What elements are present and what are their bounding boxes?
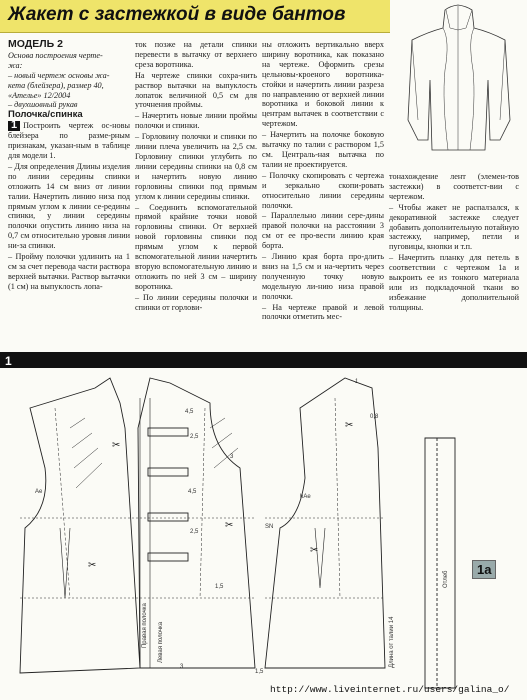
- basis-line: Основа построения черте-: [8, 50, 103, 60]
- paragraph: – Горловину полочки и спинки по линии плеча увеличить на 2,5 см. Горловину спинки углубить по линии середины спинки на 0,8 см и начертить новую линию горловины спинки под прямым углом к линии середины спинки.: [135, 132, 257, 201]
- scissors-icon: ✂: [310, 545, 319, 556]
- figure-divider: [0, 352, 527, 368]
- dim-label: 4,5: [188, 489, 197, 495]
- bow-tab: [148, 428, 188, 436]
- paragraph: – Параллельно линии сере-дины правой полочки на расстоянии 3 см от ее про-вести линию края борта.: [262, 211, 384, 251]
- section-number-badge: 1: [8, 121, 20, 131]
- dim-label: 3: [180, 664, 184, 670]
- dim-label: 3: [230, 454, 234, 460]
- right-front-outline: [138, 378, 255, 668]
- scissors-icon: ✂: [225, 520, 234, 531]
- text-column-2: [135, 40, 257, 313]
- jacket-illustration: [390, 0, 527, 165]
- paragraph: – Линию края борта про-длить вниз на 1,5 см и на-чертить через полученную точку новую модельную ли-нию низа правой полочки.: [262, 252, 384, 301]
- label-strip: Отлеб: [443, 570, 449, 588]
- basis-line: «Ателье» 12/2004: [8, 90, 71, 100]
- paragraph: – Полочку скопировать с чертежа и зеркально скопи-ровать относительно линии середины полочки.: [262, 170, 384, 210]
- scissors-icon: ✂: [88, 560, 97, 571]
- figure-number: 1: [2, 354, 15, 368]
- paragraph: – Чтобы жакет не распалзался, к декоративной застежке следует добавить дополнительную потайную застежку, например, петли и пуговицы, кнопки и т.п.: [389, 202, 519, 252]
- dim-label: 1,5: [215, 584, 224, 590]
- dim-label: 2,5: [190, 434, 199, 440]
- paragraph: На чертеже спинки сохра-нить раствор вытачки на выпуклость лопаток величиной 0,5 см для уточнения проймы.: [135, 70, 257, 110]
- basis-block: [8, 51, 130, 110]
- text-column-3: [262, 40, 384, 323]
- paragraph: ны отложить вертикально вверх ширину воротника, как показано на чертеже. Оформить срезы цельновы-кроеного воротника-стойки и начертить линии разреза по направлению от верхней линии воротника и боковой линии к центрам вытачек в соответствии с чертежом.: [262, 40, 384, 129]
- basis-line: кета (блейзера), размер 40,: [8, 80, 104, 90]
- model-heading: МОДЕЛЬ 2: [8, 38, 63, 50]
- label-sn: SN: [265, 524, 274, 530]
- text-column-1: [8, 40, 130, 293]
- page-title: Жакет с застежкой в виде бантов: [8, 4, 346, 25]
- basis-line: – двухшовный рукав: [8, 100, 78, 110]
- bow-tab: [148, 468, 188, 476]
- bow-tab: [148, 553, 188, 561]
- dim-label: 0,8: [370, 414, 379, 420]
- source-url: http://www.liveinternet.ru/users/galina_o/: [270, 684, 510, 695]
- paragraph: – Начертить на полочке боковую вытачку по талии с раствором 1,5 см. Централь-ная вытачка по талии не проектируется.: [262, 130, 384, 169]
- paragraph: – Начертить планку для петель в соответствии с чертежом 1а и выкроить ее из тонкого материала или из подкладочной ткани во избежание дополнительной толщины.: [389, 253, 519, 312]
- scissors-icon: ✂: [112, 440, 121, 451]
- label-back-length: Длина от талии 14: [389, 616, 395, 668]
- dim-label: 2,5: [190, 529, 199, 535]
- back-outline: [265, 378, 385, 668]
- scissors-icon: ✂: [345, 420, 354, 431]
- paragraph: 1 Построить чертеж ос-новы блейзера по разме-рным признакам, указан-ным в таблице для модели 1.: [8, 119, 130, 160]
- label-right-front: Правая полочка: [142, 603, 148, 648]
- paragraph: – Начертить новые линии проймы полочки и спинки.: [135, 111, 257, 131]
- dim-label: 4,5: [185, 409, 194, 415]
- pattern-drawing: [0, 368, 527, 700]
- dim-label: 1: [355, 379, 359, 385]
- text-column-4: [389, 172, 519, 314]
- paragraph: – Пройму полочки удлинить на 1 см за счет перевода части раствора верхней вытачки. Раствор вытачки (1 см) на выпуклость лопа-: [8, 252, 130, 291]
- section-heading: Полочка/спинка: [8, 109, 83, 121]
- label-ae: Ае: [35, 489, 43, 495]
- basis-line: жа:: [8, 60, 23, 70]
- left-front-outline: [20, 378, 140, 673]
- paragraph: – Для определения Длины изделия по линии середины спинки отложить 14 см вниз от линии талии. Начертить линию низа под прямым углом к линии се-редины спинки, у линии середины полочки опустить линию низа на 0,7 см относительно уровня линии ни-за спинки.: [8, 161, 130, 251]
- bow-tab: [148, 513, 188, 521]
- paragraph: – На чертеже правой и левой полочки отметить мес-: [262, 302, 384, 322]
- paragraph: ток позже на детали спинки перевести в вытачку от верхнего среза воротника.: [135, 40, 257, 69]
- figure-1a-badge: 1а: [472, 560, 496, 579]
- paragraph: – По линии середины полочки и спинки от горлови-: [135, 292, 257, 312]
- paragraph: тонахождение лент (элемен-тов застежки) в соответст-вии с чертежом.: [389, 172, 519, 201]
- paragraph: – Соединить вспомогательной прямой крайние точки новой горловины спинки. От верхней новой горловины спинки под прямым углом к первой вспомогательной линии начертить вторую вспомогательную линию и отложить по ней 3 см – ширину воротника.: [135, 202, 257, 291]
- label-hae: hAe: [300, 494, 311, 500]
- placket-strip-outline: [425, 438, 455, 688]
- label-left-front: Левая полочка: [158, 621, 164, 663]
- dim-label: 1,5: [255, 669, 264, 675]
- basis-line: – новый чертеж основы жа-: [8, 70, 110, 80]
